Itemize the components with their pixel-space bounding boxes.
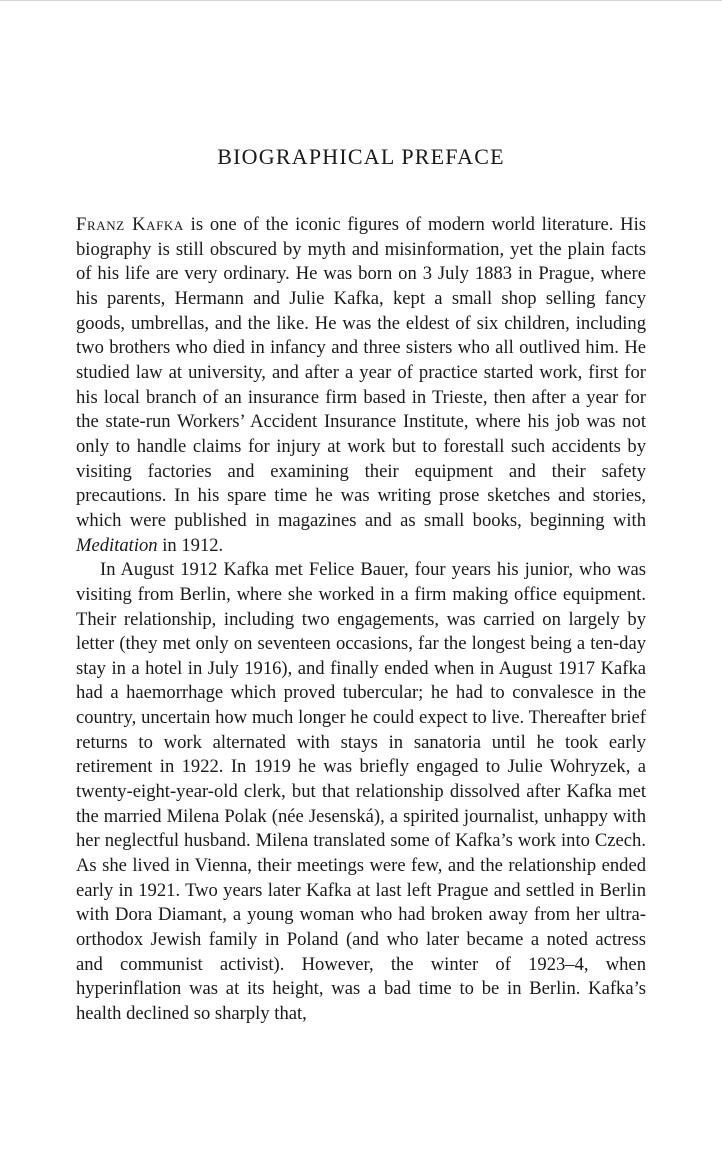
page-title: BIOGRAPHICAL PREFACE bbox=[217, 144, 505, 169]
paragraph-1-text: is one of the iconic figures of modern world literature. His biography is still obscured by myth and misinformation, yet the plain facts of his life are very ordinary. He was born on 3 July 1883 in Prague, where his parents, Hermann and Julie Kafka, kept a small shop selling fancy goods, umbrellas, and the like. He was the eldest of six children, including two brothers who died in infancy and three sisters who all outlived him. He studied law at university, and after a year of practice started work, first for his local branch of an insurance firm based in Trieste, then after a year for the state-run Workers’ Accident Insurance Institute, where his job was not only to handle claims for injury at work but to forestall such accidents by visiting factories and examining their equipment and their safety precautions. In his spare time he was writing prose sketches and stories, which were published in magazines and as small books, beginning with bbox=[76, 214, 646, 531]
paragraph-1-ending: in 1912. bbox=[157, 534, 224, 556]
top-border-rule bbox=[0, 0, 722, 1]
paragraph-1 bbox=[76, 213, 646, 558]
author-name-lead-in: Franz Kafka bbox=[76, 214, 184, 235]
page-content bbox=[76, 144, 646, 1027]
paragraph-2: In August 1912 Kafka met Felice Bauer, four years his junior, who was visiting from Berlin, where she worked in a firm making office equipment. Their relationship, including two engagements, was carried on largely by letter (they met only on seventeen occasions, far the longest being a ten-day stay in a hotel in July 1916), and finally ended when in August 1917 Kafka had a haemorrhage which proved tubercular; he had to convalesce in the country, uncertain how much longer he could expect to live. Thereafter brief returns to work alternated with stays in sanatoria until he took early retirement in 1922. In 1919 he was briefly engaged to Julie Wohryzek, a twenty-eight-year-old clerk, but that relationship dissolved after Kafka met the married Milena Polak (née Jesenská), a spirited journalist, unhappy with her neglectful husband. Milena translated some of Kafka’s work into Czech. As she lived in Vienna, their meetings were few, and the relationship ended early in 1921. Two years later Kafka at last left Prague and settled in Berlin with Dora Diamant, a young woman who had broken away from her ultra-orthodox Jewish family in Poland (and who later became a noted actress and communist activist). However, the winter of 1923–4, when hyperinflation was at its height, was a bad time to be in Berlin. Kafka’s health declined so sharply that, bbox=[76, 559, 646, 1024]
book-title-meditation: Meditation bbox=[76, 534, 158, 556]
